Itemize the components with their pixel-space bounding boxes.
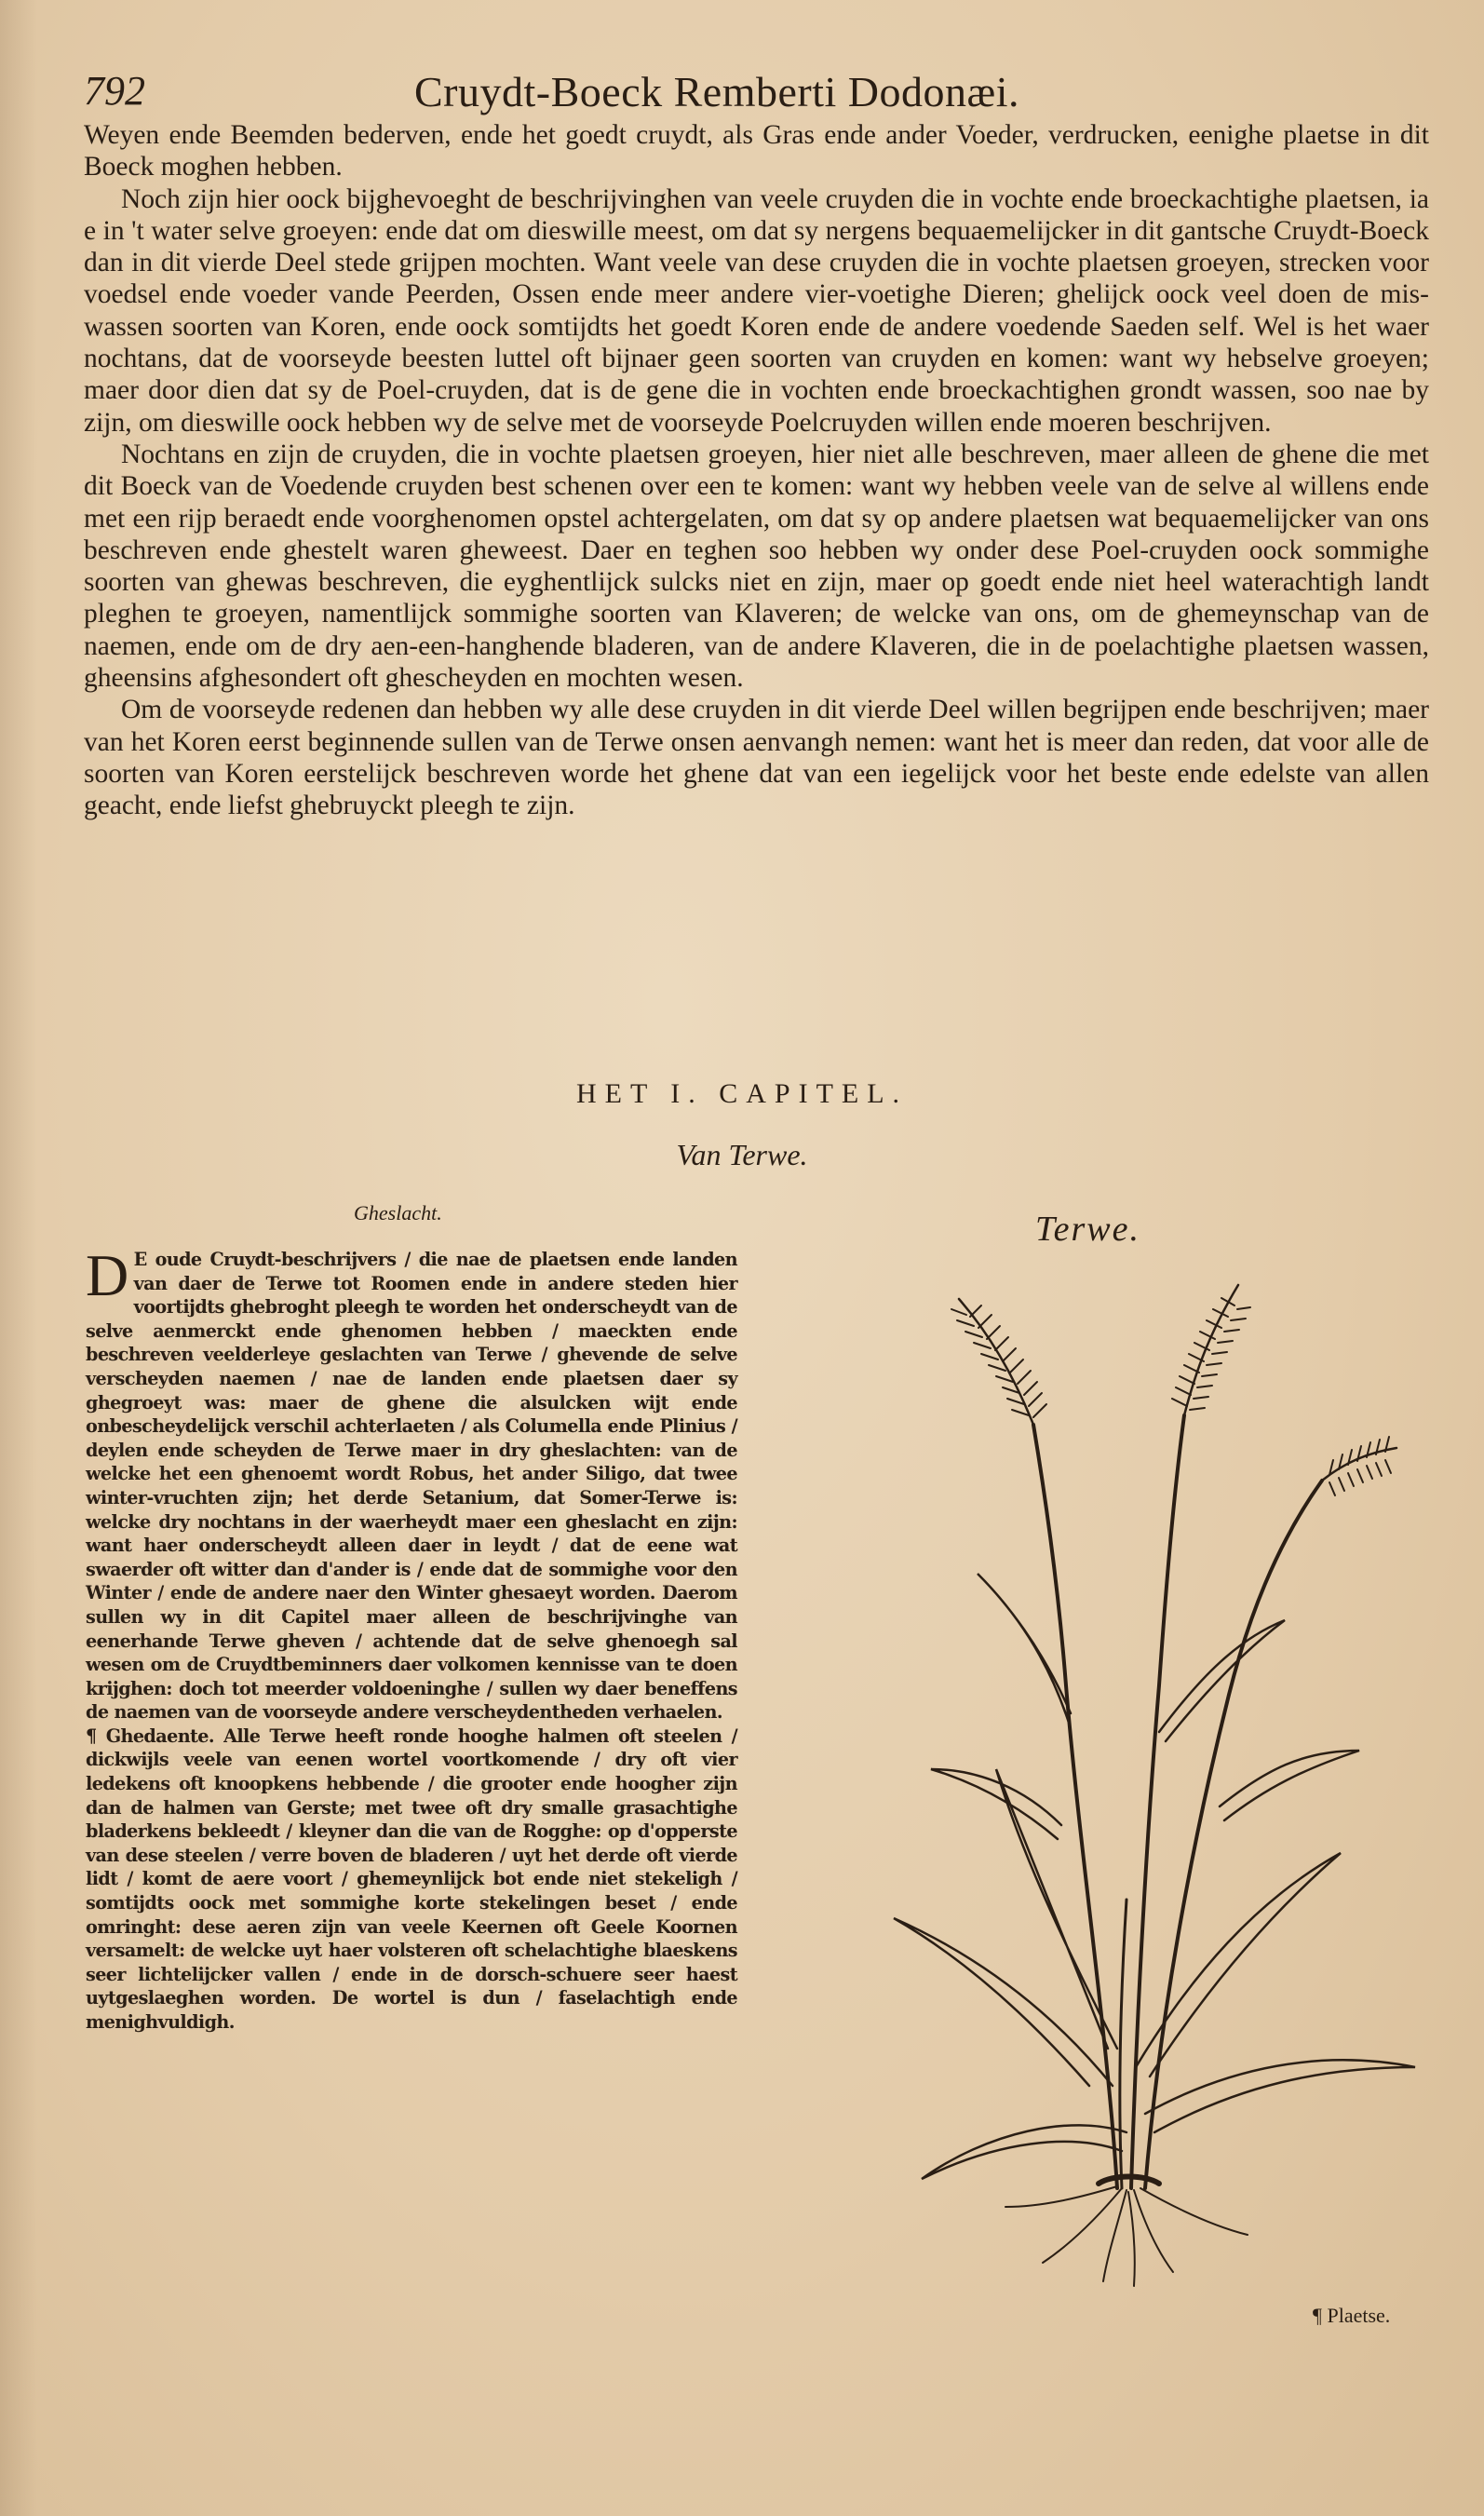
body-paragraph-1 <box>86 1242 737 1725</box>
wheat-plant-woodcut-icon <box>838 1248 1443 2291</box>
intro-paragraph-4: Om de voorseyde redenen dan hebben wy alle dese cruyden in dit vierde Deel willen begrijpen ende beschrijven; maer van het Koren eerst beginnende sullen van de Terwe onsen aenvangh nemen: want het is meer dan reden, dat voor alle de soorten van Koren eerstelijck beschreven worde het ghene dat van een iegelijck voor het beste ende edelste van allen geacht, ende liefst ghebruyckt pleegh te zijn. <box>84 695 1429 821</box>
chapter-heading: HET I. CAPITEL. <box>575 1078 909 1109</box>
illustration-caption: Terwe. <box>1035 1210 1141 1249</box>
intro-text <box>84 119 1429 822</box>
intro-paragraph-2: Noch zijn hier oock bijghevoeght de beschrijvinghen van veele cruyden die in vochte ende broeckachtighe plaetsen, ia e in 't water selve groeyen: ende dat om dieswille meest, om dat sy nergens bequaemelijcker in dit gantsche Cruydt-Boeck dan in dit vierde Deel stede grijpen mochten. Want veele van dese cruyden die in vochte plaetsen groeyen, strecken voor voedsel ende voeder vande Peerden, Ossen ende meer andere vier-voetighe Dieren; ghelijck oock veel doen de mis-wassen soorten van Koren, ende oock somtijdts het goedt Koren ende de andere voedende Saeden self. Wel is het waer nochtans, dat de voorseyde beesten luttel oft bijnaer geen soorten van cruyden en komen: want wy hebselve groeyen; maer door dien dat sy de Poel-cruyden, dat is de gene die in vochten ende broeckachtighen grondt wassen, soo nae by zijn, om dieswille oock hebben wy de selve met de voorseyde Poelcruyden willen ende moeren beschrijven. <box>84 183 1429 438</box>
footer-note: ¶ Plaetse. <box>1313 2304 1391 2327</box>
drop-cap: D <box>86 1242 128 1308</box>
running-head <box>84 67 1424 123</box>
binding-shadow <box>0 0 37 2516</box>
intro-paragraph-1: Weyen ende Beemden bederven, ende het goedt cruydt, als Gras ende ander Voeder, verdrucken, eenighe plaetse in dit Boeck moghen hebben. <box>84 120 1429 183</box>
chapter-body <box>86 1242 737 2035</box>
page-number: 792 <box>84 68 145 114</box>
body-paragraph-1-text: E oude Cruydt-beschrijvers / die nae de plaetsen ende landen van daer de Terwe tot Roomen ende in andere steden hier voortijdts ghebroght pleegh te worden het onderscheydt van de selve aenmerckt ende ghenomen hebben / maeckten ende beschreven veelderleye geslachten van Terwe / ghevende de selve verscheyden naemen / nae de landen ende plaetsen daer sy ghegroeyt was: maer de ghene die alsulcken wijt ende onbescheydelijck verschil achterlaeten / als Columella ende Plinius / deylen ende scheyden de Terwe maer in dry gheslachten: van de welcke het een ghenoemt wordt Robus, het ander Siligo, dat twee winter-vruchten zijn; het derde Setanium, dat Somer-Terwe is: welcke dry nochtans in der waerheydt maer een gheslacht en zijn: want haer onderscheydt alleen daer in leydt / dat de eene wat swaerder oft witter dan d'ander is / ende dat de sommighe voor den Winter / ende de andere naer den Winter ghesaeyt worden. Daerom sullen wy in dit Capitel maer alleen de beschrijvinghe van eenerhande Terwe gheven / achtende dat de selve ghenoegh sal wesen om de Cruydtbeminners daer volkomen kennisse van te doen krijghen: doch tot meerder voldoeninghe / sullen wy daer beneffens de naemen van de voorseyde andere verscheydentheden verhaelen. <box>86 1249 737 1724</box>
running-title: Cruydt-Boeck Remberti Dodonæi. <box>414 68 1019 115</box>
intro-paragraph-3: Nochtans en zijn de cruyden, die in vochte plaetsen groeyen, hier niet alle beschreven, maer alleen de ghene die met dit Boeck van de Voedende cruyden best schenen over een te komen: want wy hebben veele van de selve al willens ende met een rijp beraedt ende voorghenomen opstel achtergelaten, om dat sy op andere plaetsen wat bequaemelijcker van ons beschreven ende ghestelt waren gheweest. Daer en teghen soo hebben wy onder dese Poel-cruyden oock sommighe soorten van ghewas beschreven, die eyghentlijck sulcks niet en zijn, maer op goedt ende niet heel waterachtigh landt pleghen te groeyen, namentlijck sommighe soorten van Klaveren; de welcke van ons, om de ghemeynschap van de naemen, ende om de dry aen-een-hanghende bladeren, van de andere Klaveren, die in de poelachtighe plaetsen wassen, gheensins afghesondert oft ghescheyden en mochten wesen. <box>84 439 1429 694</box>
chapter-subtitle: Van Terwe. <box>676 1138 808 1171</box>
section-label: Gheslacht. <box>354 1201 442 1224</box>
body-paragraph-2: ¶ Ghedaente. Alle Terwe heeft ronde hooghe halmen oft steelen / dickwijls veele van eenen wortel voortkomende / dry oft vier ledekens oft knoopkens hebbende / die grooter ende hoogher zijn dan de halmen van Gerste; met twee oft dry smalle grasachtighe bladerkens bekleedt / kleyner dan die van de Rogghe: op d'opperste van dese steelen / verre boven de bladeren / uyt het derde oft vierde lidt / komt de aere voort / ghemeynlijck bot ende niet stekeligh / somtijdts oock met sommighe korte stekelingen beset / ende omringht: dese aeren zijn van veele Keernen oft Geele Koornen versamelt: de welcke uyt haer volsteren oft schelachtighe blaeskens seer lichtelijcker vallen / ende in de dorsch-schuere seer haest uytgeslaeghen worden. De wortel is dun / faselachtigh ende menighvuldigh. <box>86 1725 737 2033</box>
